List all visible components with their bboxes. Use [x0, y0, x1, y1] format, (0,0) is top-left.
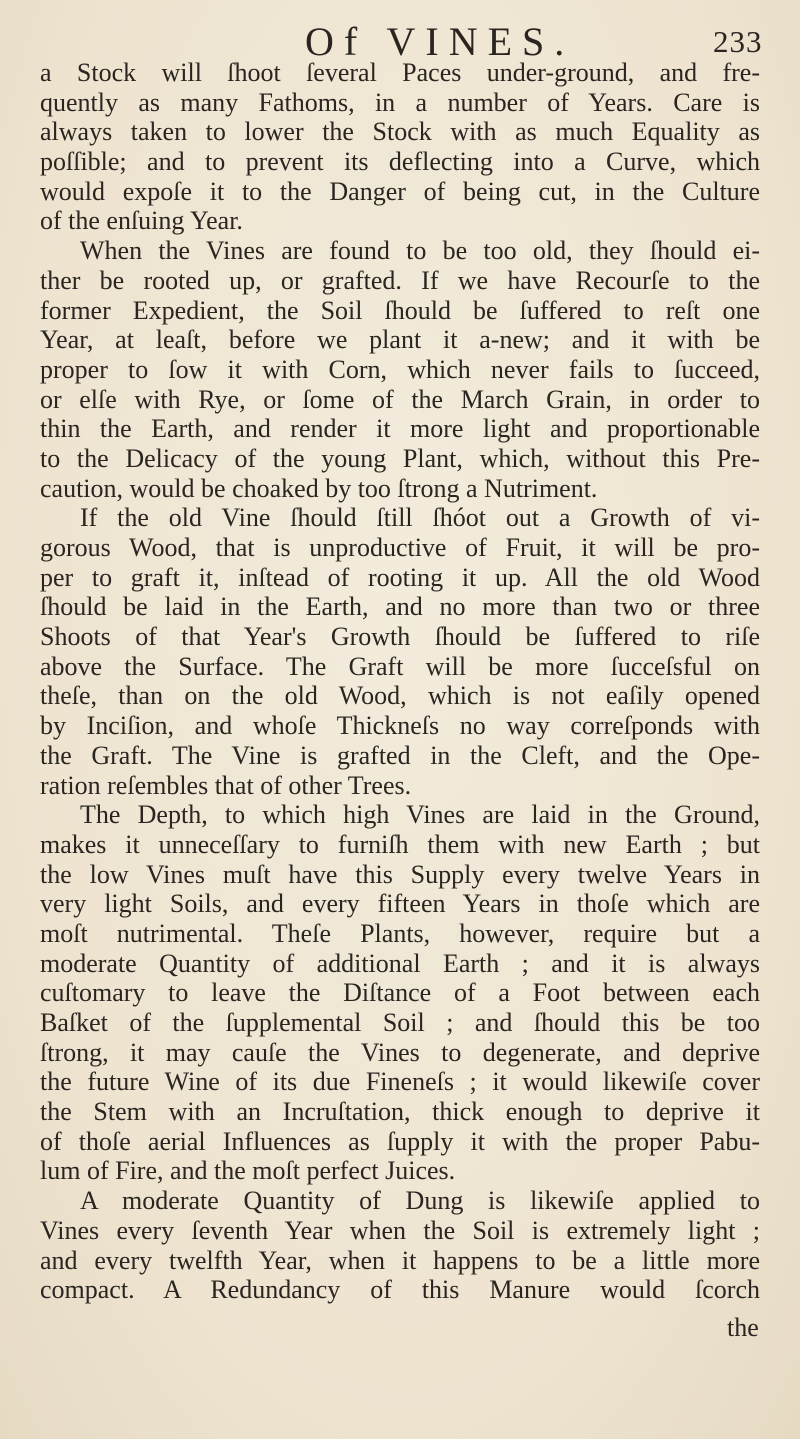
text-line: per to graft it, inſtead of rooting it up. All the old Wood	[40, 562, 760, 592]
text-line: would expoſe it to the Danger of being cut, in the Culture	[40, 176, 760, 206]
text-line: ſhould be laid in the Earth, and no more than two or three	[40, 592, 760, 622]
text-line: Shoots of that Year's Growth ſhould be ſuffered to riſe	[40, 622, 760, 652]
text-line: the Graft. The Vine is grafted in the Cleft, and the Ope-	[40, 740, 760, 770]
text-line: moſt nutrimental. Theſe Plants, however, require but a	[40, 918, 760, 948]
text-line: quently as many Fathoms, in a number of Years. Care is	[40, 87, 760, 117]
text-line: thin the Earth, and render it more light and proportionable	[40, 414, 760, 444]
text-line: the low Vines muſt have this Supply every twelve Years in	[40, 859, 760, 889]
text-line: The Depth, to which high Vines are laid in the Ground,	[80, 800, 760, 830]
text-line: or elſe with Rye, or ſome of the March Grain, in order to	[40, 384, 760, 414]
text-line: theſe, than on the old Wood, which is not eaſily opened	[40, 681, 760, 711]
text-line: of thoſe aerial Influences as ſupply it with the proper Pabu-	[40, 1126, 760, 1156]
text-line: Vines every ſeventh Year when the Soil is extremely light ;	[40, 1215, 760, 1245]
text-line: above the Surface. The Graft will be more ſucceſsful on	[40, 651, 760, 681]
body-text	[40, 58, 760, 1305]
text-line: Baſket of the ſupplemental Soil ; and ſhould this be too	[40, 1008, 760, 1037]
text-line: When the Vines are found to be too old, they ſhould ei-	[80, 236, 760, 266]
running-head: Of VINES.	[305, 19, 575, 64]
text-line: moderate Quantity of additional Earth ; and it is always	[40, 948, 760, 978]
text-line: of the enſuing Year.	[40, 206, 243, 236]
page-number: 233	[713, 24, 763, 59]
text-line: to the Delicacy of the young Plant, which, without this Pre-	[40, 443, 760, 473]
text-line: poſſible; and to prevent its deflecting into a Curve, which	[40, 147, 760, 177]
text-line: by Inciſion, and whoſe Thickneſs no way correſponds with	[40, 711, 760, 741]
text-line: proper to ſow it with Corn, which never fails to ſucceed,	[40, 354, 760, 384]
catchword: the	[727, 1313, 759, 1342]
text-line: makes it unneceſſary to furniſh them with new Earth ; but	[40, 829, 760, 859]
text-line: a Stock will ſhoot ſeveral Paces under-ground, and fre-	[40, 58, 760, 87]
text-line: very light Soils, and every fifteen Years in thoſe which are	[40, 889, 760, 919]
text-line: and every twelfth Year, when it happens to be a little more	[40, 1245, 760, 1275]
text-line: compact. A Redundancy of this Manure would ſcorch	[40, 1275, 760, 1305]
text-line: Year, at leaſt, before we plant it a-new; and it with be	[40, 325, 760, 355]
text-line: lum of Fire, and the moſt perfect Juices.	[40, 1156, 456, 1186]
text-line: the future Wine of its due Fineneſs ; it would likewiſe cover	[40, 1067, 760, 1097]
text-line: ther be rooted up, or grafted. If we have Recourſe to the	[40, 265, 760, 295]
text-line: always taken to lower the Stock with as much Equality as	[40, 117, 760, 147]
text-line: the Stem with an Incruſtation, thick enough to deprive it	[40, 1097, 760, 1127]
text-line: former Expedient, the Soil ſhould be ſuffered to reſt one	[40, 295, 760, 325]
text-line: cuſtomary to leave the Diſtance of a Foot between each	[40, 978, 760, 1008]
text-line: ration reſembles that of other Trees.	[40, 770, 412, 800]
text-line: If the old Vine ſhould ſtill ſhóot out a Growth of vi-	[80, 503, 760, 533]
text-line: A moderate Quantity of Dung is likewiſe applied to	[80, 1186, 760, 1216]
text-line: caution, would be choaked by too ſtrong a Nutriment.	[40, 473, 598, 503]
text-line: ſtrong, it may cauſe the Vines to degenerate, and deprive	[40, 1037, 760, 1067]
text-line: gorous Wood, that is unproductive of Fruit, it will be pro-	[40, 533, 760, 562]
